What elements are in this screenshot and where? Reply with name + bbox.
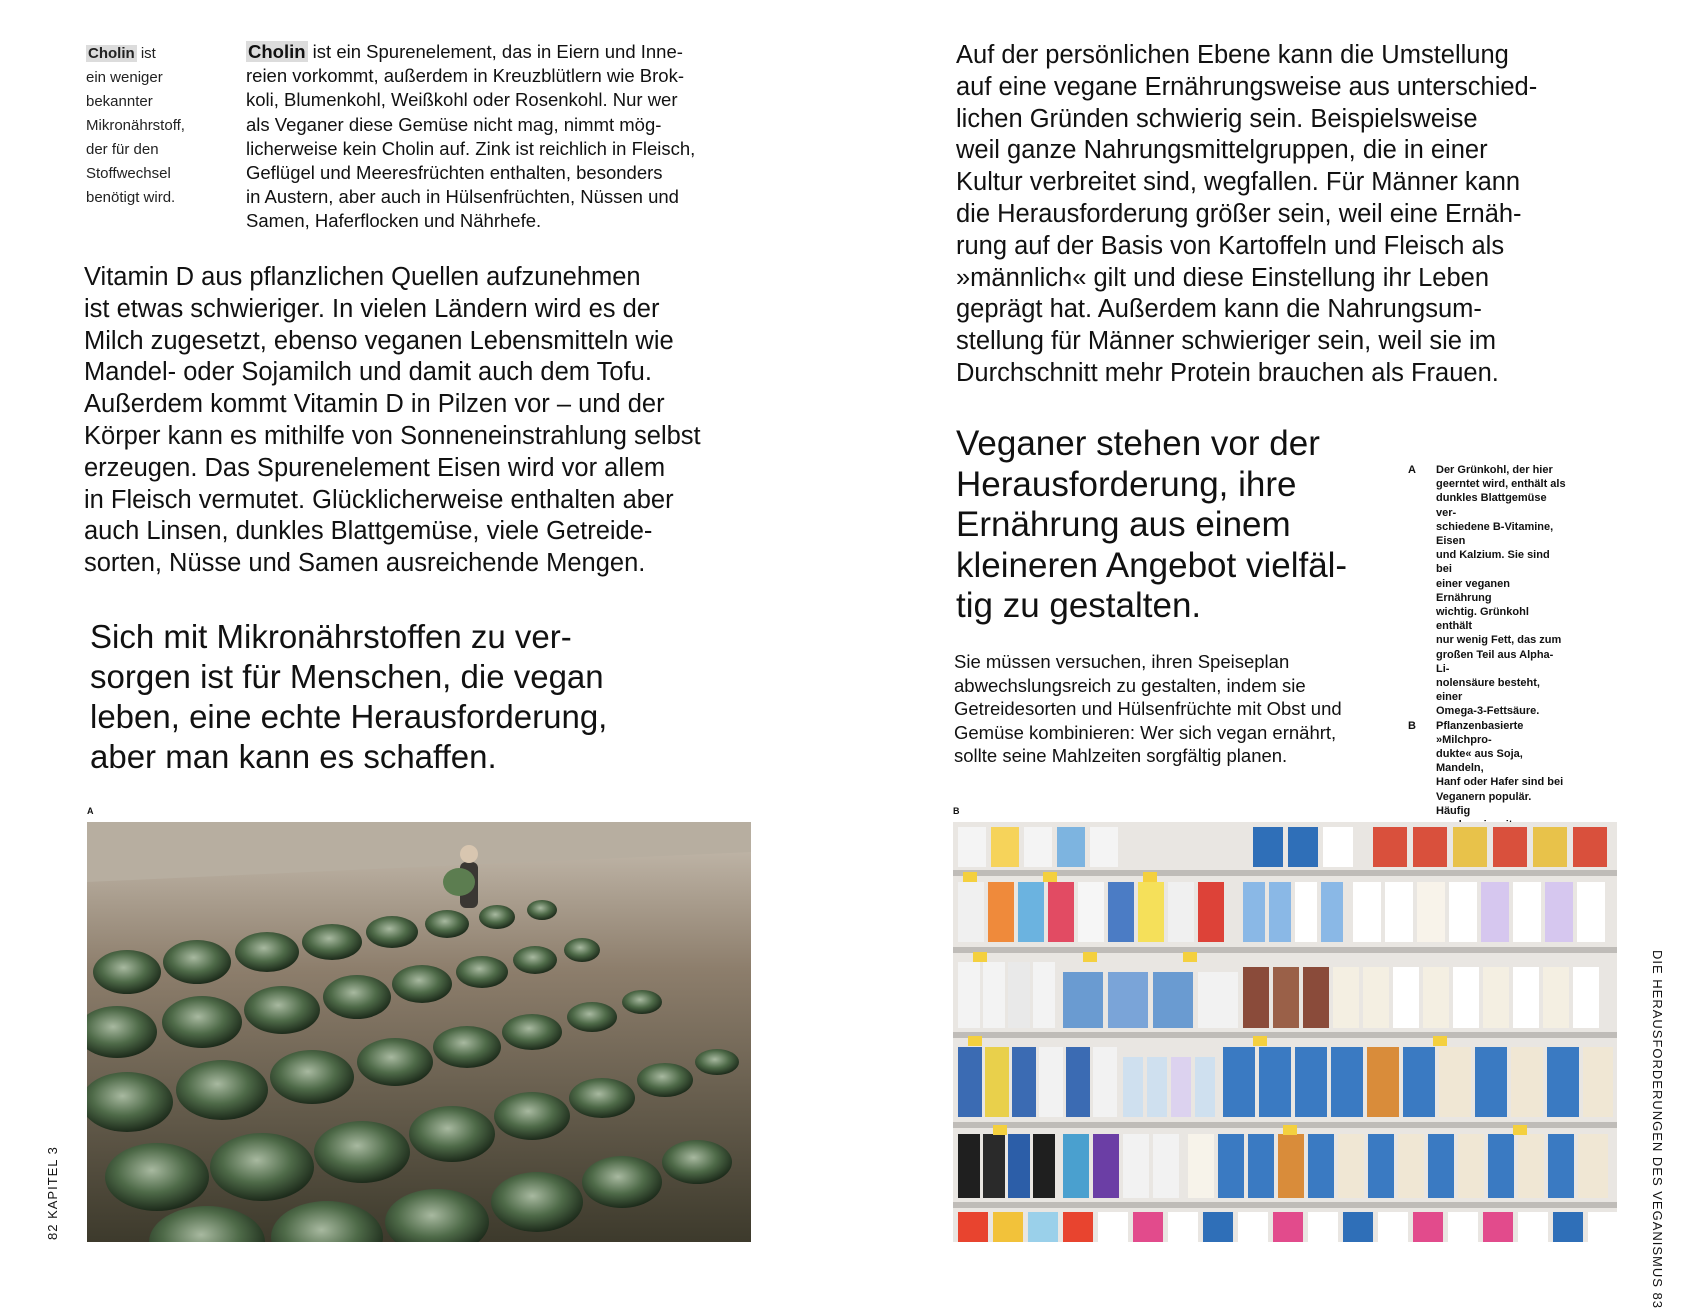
body-line: rung auf der Basis von Kartoffeln und Fleisch als [956, 231, 1505, 260]
body-line: weil ganze Nahrungsmittelgruppen, die in einer [956, 136, 1488, 165]
body-line: erzeugen. Das Spurenelement Eisen wird vor allem [84, 453, 666, 482]
caption-line: dunkles Blattgemüse ver- [1436, 492, 1547, 519]
small-line: sollte seine Mahlzeiten sorgfältig planen. [954, 745, 1288, 766]
body-line: Vitamin D aus pflanzlichen Quellen aufzunehmen [84, 263, 641, 291]
intro-line: als Veganer diese Gemüse nicht mag, nimmt mög- [246, 113, 662, 135]
caption-line: geerntet wird, enthält als [1436, 478, 1566, 491]
side-note-term: Cholin [88, 45, 135, 62]
intro-line: Geflügel und Meeresfrüchten enthalten, besonders [246, 162, 663, 184]
quote-line: Ernährung aus einem [956, 505, 1291, 544]
caption-line: Der Grünkohl, der hier [1436, 464, 1553, 476]
caption-line: wichtig. Grünkohl enthält [1436, 606, 1529, 633]
caption-line: schiedene B-Vitamine, Eisen [1436, 520, 1554, 548]
caption-line: nolensäure besteht, einer [1436, 677, 1540, 704]
quote-line: Veganer stehen vor der [956, 424, 1320, 463]
quote-line: tig zu gestalten. [956, 586, 1202, 625]
caption-line: Omega-3-Fettsäure. [1436, 705, 1540, 718]
figure-label-b: B [953, 806, 960, 816]
caption-line: dukte« aus Soja, Mandeln, [1436, 748, 1523, 775]
side-note-line: der für den [86, 141, 159, 158]
side-note-line: Mikronährstoff, [86, 117, 185, 134]
body-line: sorten, Nüsse und Samen ausreichende Mengen. [84, 549, 646, 578]
side-note-line: ist [136, 45, 156, 62]
caption-line: großen Teil aus Alpha-Li- [1436, 648, 1554, 675]
kale-field-photo [87, 822, 751, 1242]
caption-line: einer veganen Ernährung [1436, 577, 1510, 604]
quote-line: Sich mit Mikronährstoffen zu ver- [90, 618, 572, 655]
body-line: die Herausforderung größer sein, weil eine Ernäh- [956, 199, 1522, 228]
body-text-left [84, 262, 764, 580]
intro-line: in Austern, aber auch in Hülsenfrüchten, Nüssen und [246, 186, 679, 208]
footer-left: 82 KAPITEL 3 [45, 1146, 60, 1240]
caption-a [1408, 463, 1566, 719]
supermarket-shelf-photo [953, 822, 1617, 1242]
side-note [86, 42, 206, 210]
caption-line: Hanf oder Hafer sind bei [1436, 776, 1564, 789]
body-line: auf eine vegane Ernährungsweise aus unterschied- [956, 72, 1538, 101]
side-note-line: ein weniger [86, 69, 163, 86]
caption-letter: B [1408, 719, 1416, 732]
pull-quote-right [956, 424, 1376, 627]
intro-term: Cholin [248, 41, 306, 62]
body-line: stellung für Männer schwieriger sein, weil sie im [956, 327, 1496, 356]
intro-paragraph [246, 40, 746, 234]
quote-line: sorgen ist für Menschen, die vegan [90, 658, 604, 695]
body-line: Durchschnitt mehr Protein brauchen als Frauen. [956, 358, 1499, 387]
caption-line: und Kalzium. Sie sind bei [1436, 549, 1550, 576]
caption-line: Pflanzenbasierte »Milchpro- [1436, 719, 1524, 746]
caption-line: Veganern populär. Häufig [1436, 790, 1532, 817]
small-line: Sie müssen versuchen, ihren Speiseplan [954, 651, 1290, 672]
body-line: geprägt hat. Außerdem kann die Nahrungsum- [956, 295, 1482, 324]
footer-right: DIE HERAUSFORDERUNGEN DES VEGANISMUS 83 [1650, 950, 1665, 1309]
caption-letter: A [1408, 464, 1416, 476]
body-line: Mandel- oder Sojamilch und damit auch dem Tofu. [84, 358, 652, 387]
body-line: Kultur verbreitet sind, wegfallen. Für Männer kann [956, 168, 1521, 197]
body-line: Auf der persönlichen Ebene kann die Umstellung [956, 41, 1509, 69]
body-line: »männlich« gilt und diese Einstellung ihr Leben [956, 263, 1490, 292]
body-line: Körper kann es mithilfe von Sonneneinstrahlung selbst [84, 421, 701, 450]
side-note-line: bekannter [86, 93, 153, 110]
quote-line: kleineren Angebot vielfäl- [956, 545, 1348, 585]
pull-quote-left [90, 617, 690, 777]
intro-line: Samen, Haferflocken und Nährhefe. [246, 210, 542, 232]
intro-line: koli, Blumenkohl, Weißkohl oder Rosenkohl. Nur wer [246, 89, 678, 111]
body-line: in Fleisch vermutet. Glücklicherweise enthalten aber [84, 485, 674, 514]
small-line: Gemüse kombinieren: Wer sich vegan ernährt, [954, 721, 1337, 743]
body-line: Außerdem kommt Vitamin D in Pilzen vor – und der [84, 390, 665, 419]
body-line: Milch zugesetzt, ebenso veganen Lebensmitteln wie [84, 326, 674, 355]
side-note-line: Stoffwechsel [86, 165, 171, 182]
figure-label-a: A [87, 806, 94, 816]
body-text-right [956, 40, 1596, 390]
caption-line: nur wenig Fett, das zum [1436, 634, 1562, 647]
quote-line: aber man kann es schaffen. [90, 738, 497, 775]
quote-line: Herausforderung, ihre [956, 464, 1297, 504]
small-line: Getreidesorten und Hülsenfrüchte mit Obst und [954, 698, 1342, 719]
intro-line: reien vorkommt, außerdem in Kreuzblütlern wie Brok- [246, 65, 684, 87]
side-note-line: benötigt wird. [86, 189, 176, 206]
body-line: auch Linsen, dunkles Blattgemüse, viele Getreide- [84, 517, 653, 546]
intro-line: licherweise kein Cholin auf. Zink ist reichlich in Fleisch, [246, 137, 696, 159]
intro-line: ist ein Spurenelement, das in Eiern und Inne- [307, 41, 683, 62]
small-text-right [954, 650, 1394, 768]
body-line: ist etwas schwieriger. In vielen Ländern wird es der [84, 294, 660, 323]
quote-line: leben, eine echte Herausforderung, [90, 698, 608, 735]
small-line: abwechslungsreich zu gestalten, indem sie [954, 674, 1306, 696]
body-line: lichen Gründen schwierig sein. Beispielsweise [956, 104, 1478, 133]
